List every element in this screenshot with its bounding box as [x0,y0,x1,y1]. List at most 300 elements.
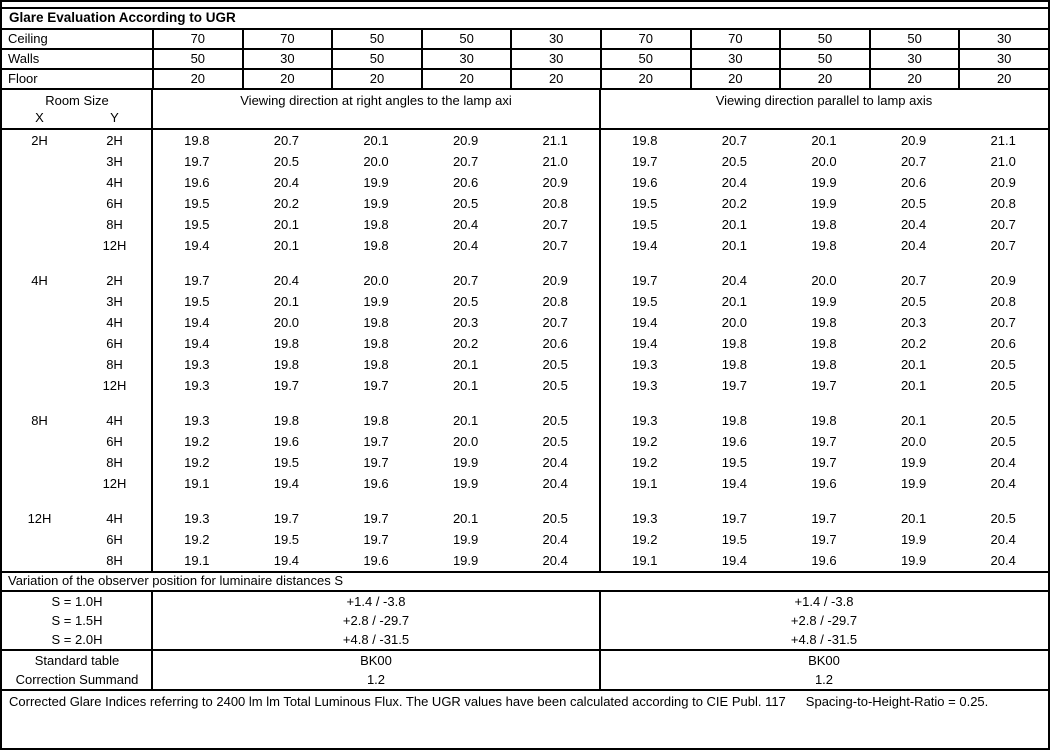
ugr-value: 19.9 [900,532,927,547]
ugr-row [2,193,1048,214]
ugr-row [2,172,1048,193]
ugr-value: 20.5 [900,294,927,309]
correction-summand-row-label: Correction Summand [15,672,139,687]
ugr-value: 20.5 [542,413,568,428]
ugr-value: 20.9 [452,133,479,148]
ugr-value: 20.7 [990,315,1016,330]
surface-value: 30 [510,50,600,70]
ugr-value: 20.9 [542,273,568,288]
ugr-value: 19.9 [811,294,837,309]
ugr-value: 19.7 [811,455,837,470]
correction-range: +4.8 / -31.5 [790,632,858,647]
ugr-value: 20.0 [811,154,837,169]
room-y-value: 4H [106,175,123,190]
ugr-value: 19.4 [184,336,210,351]
ugr-value: 20.6 [452,175,479,190]
ugr-value: 19.2 [184,455,210,470]
room-y-value: 12H [102,378,127,393]
ugr-value: 20.8 [990,196,1016,211]
ugr-value: 20.4 [990,476,1016,491]
ugr-value: 20.5 [542,511,568,526]
room-y-value: 3H [106,154,123,169]
ugr-value: 19.9 [900,553,927,568]
ugr-value: 20.4 [542,553,568,568]
ugr-value: 20.4 [542,476,568,491]
room-x-value [2,333,77,354]
ugr-value: 21.0 [542,154,568,169]
ugr-value: 20.4 [542,455,568,470]
ugr-value: 20.5 [721,154,748,169]
ugr-value: 20.6 [542,336,568,351]
ugr-table-header [2,90,1048,130]
correction-summand-row-value: 1.2 [814,672,834,687]
ugr-row [2,375,1048,396]
surface-value: 50 [152,50,242,70]
ugr-value: 20.9 [990,175,1016,190]
ugr-value: 20.0 [363,273,389,288]
room-y-value: 3H [106,294,123,309]
ugr-value: 20.4 [990,455,1016,470]
ugr-value: 19.3 [632,357,658,372]
ugr-value: 19.7 [632,273,658,288]
room-x-value: 4H [31,273,48,288]
ugr-value: 20.4 [542,532,568,547]
ugr-value: 20.6 [990,336,1016,351]
vertical-divider [599,90,601,571]
ugr-value: 19.9 [811,175,837,190]
ugr-row [2,312,1048,333]
surface-row [2,50,1048,70]
surface-label: Floor [2,70,152,90]
ugr-value: 19.8 [811,238,837,253]
ugr-value: 19.7 [811,378,837,393]
distance-label: S = 1.0H [51,594,103,609]
ugr-value: 19.5 [632,196,658,211]
ugr-value: 19.1 [632,553,658,568]
ugr-value: 19.5 [273,532,300,547]
ugr-value: 20.1 [811,133,837,148]
surface-value: 30 [958,30,1048,50]
ugr-value: 20.7 [542,217,568,232]
ugr-value: 19.5 [632,217,658,232]
ugr-value: 19.8 [811,315,837,330]
ugr-value: 20.1 [452,413,479,428]
ugr-row [2,130,1048,151]
ugr-value: 19.4 [721,553,748,568]
room-y-value: 8H [106,455,123,470]
ugr-value: 20.1 [900,357,927,372]
ugr-value: 20.7 [542,315,568,330]
surface-value: 50 [779,50,869,70]
room-x-value: 2H [31,133,48,148]
ugr-value: 20.1 [273,294,300,309]
ugr-value: 19.3 [632,378,658,393]
ugr-value: 19.6 [721,434,748,449]
ugr-value: 19.5 [184,196,210,211]
vertical-divider [151,592,153,689]
ugr-value: 19.7 [811,511,837,526]
ugr-value: 20.5 [273,154,300,169]
ugr-value: 20.9 [542,175,568,190]
ugr-value: 19.5 [184,217,210,232]
ugr-row [2,270,1048,291]
ugr-row [2,214,1048,235]
observer-distance-row [2,630,1048,649]
room-x-value [2,375,77,396]
ugr-value: 20.1 [900,413,927,428]
ugr-value: 19.2 [632,434,658,449]
distance-label: S = 1.5H [51,613,103,628]
ugr-value: 19.4 [721,476,748,491]
room-x-value [2,291,77,312]
ugr-value: 21.0 [990,154,1016,169]
ugr-value: 20.4 [273,175,300,190]
ugr-value: 19.8 [363,315,389,330]
surface-reflectance-table [2,30,1048,90]
surface-value: 50 [600,50,690,70]
room-y-value: 6H [106,532,123,547]
surface-value: 70 [690,30,780,50]
ugr-value: 20.7 [452,273,479,288]
ugr-row [2,473,1048,494]
vertical-divider [151,90,153,571]
ugr-value: 19.5 [721,455,748,470]
room-x-value [2,431,77,452]
ugr-value: 20.0 [273,315,300,330]
ugr-value: 19.6 [184,175,210,190]
ugr-value: 20.1 [363,133,389,148]
ugr-value: 19.6 [811,553,837,568]
correction-summand-row [2,670,1048,689]
ugr-value: 19.8 [363,357,389,372]
room-x-value [2,312,77,333]
viewing-direction-right-angles-heading: Viewing direction at right angles to the lamp axi [240,93,512,108]
surface-value: 70 [600,30,690,50]
room-x-value [2,354,77,375]
spacing-height-ratio: Spacing-to-Height-Ratio = 0.25. [805,694,989,709]
variation-heading: Variation of the observer position for luminaire distances S [2,571,1048,592]
correction-range: +4.8 / -31.5 [342,632,410,647]
ugr-value: 19.9 [363,196,389,211]
ugr-value: 19.6 [363,553,389,568]
standard-table-row-label: Standard table [34,653,120,668]
ugr-value: 20.1 [900,511,927,526]
ugr-value: 20.1 [273,238,300,253]
surface-value: 30 [869,50,959,70]
ugr-value: 19.7 [273,511,300,526]
surface-value: 20 [152,70,242,90]
ugr-value: 19.7 [184,154,210,169]
vertical-divider [599,592,601,689]
ugr-value: 20.0 [811,273,837,288]
ugr-value: 19.6 [363,476,389,491]
ugr-value: 20.4 [273,273,300,288]
ugr-value: 20.5 [990,413,1016,428]
ugr-value: 19.4 [184,315,210,330]
surface-row [2,30,1048,50]
ugr-row [2,508,1048,529]
correction-range: +2.8 / -29.7 [790,613,858,628]
ugr-value: 19.8 [811,357,837,372]
ugr-row [2,410,1048,431]
ugr-value: 19.7 [632,154,658,169]
ugr-value: 20.2 [452,336,479,351]
room-y-value: 12H [102,238,127,253]
ugr-value: 19.3 [632,413,658,428]
ugr-value: 19.9 [452,532,479,547]
surface-value: 30 [510,30,600,50]
ugr-value: 19.9 [363,294,389,309]
observer-variation-table [2,592,1048,689]
ugr-value: 19.4 [632,238,658,253]
ugr-value: 19.8 [721,357,748,372]
surface-value: 20 [331,70,421,90]
room-y-value: 8H [106,217,123,232]
surface-value: 50 [331,30,421,50]
room-size-header [2,90,152,128]
ugr-value: 19.8 [811,217,837,232]
ugr-value: 20.9 [900,133,927,148]
ugr-value: 21.1 [990,133,1016,148]
ugr-value: 19.2 [184,434,210,449]
ugr-value: 19.8 [273,357,300,372]
room-y-value: 2H [106,273,123,288]
ugr-value: 19.8 [721,413,748,428]
ugr-value: 19.9 [452,455,479,470]
ugr-value: 19.4 [273,553,300,568]
surface-value: 70 [242,30,332,50]
footer-note [2,689,1048,748]
ugr-row [2,529,1048,550]
room-y-value: 6H [106,434,123,449]
surface-value: 20 [600,70,690,90]
ugr-value: 19.5 [632,294,658,309]
ugr-value: 20.1 [452,511,479,526]
ugr-value: 19.7 [811,532,837,547]
ugr-value: 19.7 [363,532,389,547]
room-y-value: 8H [106,357,123,372]
ugr-value: 20.7 [990,238,1016,253]
ugr-value: 20.7 [273,133,300,148]
ugr-value: 20.1 [721,217,748,232]
ugr-value: 20.5 [452,294,479,309]
ugr-row [2,291,1048,312]
ugr-value: 19.7 [273,378,300,393]
standard-table-row-value: BK00 [808,653,840,668]
ugr-value: 19.7 [363,455,389,470]
ugr-value: 19.6 [273,434,300,449]
surface-label: Walls [2,50,152,70]
ugr-value: 20.4 [721,175,748,190]
ugr-value: 19.8 [363,413,389,428]
room-x-value [2,214,77,235]
ugr-value: 20.5 [990,378,1016,393]
ugr-value: 20.3 [900,315,927,330]
surface-value: 50 [421,30,511,50]
ugr-value: 20.0 [363,154,389,169]
ugr-value: 20.2 [721,196,748,211]
surface-value: 20 [510,70,600,90]
surface-value: 20 [690,70,780,90]
ugr-value: 20.1 [273,217,300,232]
ugr-value: 20.5 [542,378,568,393]
ugr-value: 20.5 [990,434,1016,449]
ugr-value: 20.8 [990,294,1016,309]
room-y-value: 4H [106,511,123,526]
ugr-value: 19.9 [363,175,389,190]
surface-value: 30 [242,50,332,70]
ugr-value: 20.7 [721,133,748,148]
room-y-value: 8H [106,553,123,568]
ugr-value: 19.7 [721,511,748,526]
surface-value: 20 [779,70,869,90]
standard-table-row [2,649,1048,670]
surface-value: 20 [869,70,959,90]
room-x-value: 8H [31,413,48,428]
ugr-row [2,354,1048,375]
viewing-direction-parallel-heading: Viewing direction parallel to lamp axis [715,93,933,108]
ugr-value: 19.4 [632,315,658,330]
room-y-value: 6H [106,336,123,351]
room-x-value: 12H [27,511,52,526]
room-size-label: Room Size [45,93,109,108]
ugr-value: 19.6 [811,476,837,491]
ugr-value: 20.4 [990,553,1016,568]
room-y-value: 6H [106,196,123,211]
ugr-row [2,333,1048,354]
ugr-value: 20.5 [990,511,1016,526]
correction-range: +2.8 / -29.7 [342,613,410,628]
ugr-value: 19.8 [811,336,837,351]
xy-labels [2,110,152,125]
ugr-value: 20.7 [900,273,927,288]
ugr-value: 20.1 [721,294,748,309]
surface-value: 30 [421,50,511,70]
room-x-value [2,151,77,172]
ugr-value: 20.7 [900,154,927,169]
ugr-value: 19.6 [632,175,658,190]
ugr-value: 20.1 [721,238,748,253]
ugr-value: 20.4 [990,532,1016,547]
surface-value: 20 [421,70,511,90]
ugr-value: 20.1 [452,378,479,393]
ugr-value: 19.8 [363,217,389,232]
ugr-value: 19.7 [363,378,389,393]
ugr-value: 20.2 [900,336,927,351]
ugr-value: 19.7 [363,434,389,449]
ugr-value: 20.5 [452,196,479,211]
ugr-row [2,452,1048,473]
room-x-value [2,550,77,571]
observer-distance-row [2,592,1048,611]
ugr-row [2,550,1048,571]
ugr-row [2,151,1048,172]
ugr-value: 20.4 [452,217,479,232]
ugr-value: 20.1 [452,357,479,372]
page-title: Glare Evaluation According to UGR [2,7,1048,30]
ugr-value: 20.7 [990,217,1016,232]
ugr-row [2,431,1048,452]
room-x-value [2,473,77,494]
ugr-value: 19.8 [721,336,748,351]
ugr-value: 19.3 [184,511,210,526]
ugr-value: 19.1 [184,476,210,491]
ugr-value: 20.0 [452,434,479,449]
ugr-value: 21.1 [542,133,568,148]
ugr-value: 20.9 [990,273,1016,288]
ugr-value: 19.4 [632,336,658,351]
room-x-value [2,193,77,214]
surface-row [2,70,1048,90]
distance-label: S = 2.0H [51,632,103,647]
x-label: X [35,110,44,125]
surface-value: 50 [779,30,869,50]
ugr-value: 19.7 [721,378,748,393]
ugr-value: 20.5 [542,434,568,449]
ugr-value: 20.3 [452,315,479,330]
ugr-value: 20.4 [900,217,927,232]
surface-value: 20 [958,70,1048,90]
ugr-value: 19.9 [811,196,837,211]
ugr-value: 19.9 [900,476,927,491]
ugr-value: 20.4 [452,238,479,253]
ugr-value: 19.8 [273,413,300,428]
ugr-value: 19.7 [184,273,210,288]
room-x-value [2,172,77,193]
surface-value: 30 [690,50,780,70]
observer-distance-row [2,611,1048,630]
ugr-value: 19.1 [632,476,658,491]
surface-value: 70 [152,30,242,50]
ugr-value: 19.1 [184,553,210,568]
surface-value: 50 [869,30,959,50]
footer-text: Corrected Glare Indices referring to 2400 lm lm Total Luminous Flux. The UGR values have been calculated according to CIE Publ. 117 [9,694,786,709]
ugr-value: 20.4 [900,238,927,253]
ugr-value: 19.4 [184,238,210,253]
ugr-value: 20.6 [900,175,927,190]
ugr-value: 20.7 [542,238,568,253]
ugr-value: 20.4 [721,273,748,288]
ugr-value: 19.5 [721,532,748,547]
room-x-value [2,529,77,550]
ugr-value: 19.8 [184,133,210,148]
ugr-value: 19.7 [363,511,389,526]
ugr-value-rows [2,130,1048,571]
ugr-row [2,235,1048,256]
correction-range: +1.4 / -3.8 [346,594,406,609]
ugr-value: 19.8 [632,133,658,148]
y-label: Y [110,110,119,125]
ugr-value: 20.5 [900,196,927,211]
correction-range: +1.4 / -3.8 [794,594,854,609]
ugr-value: 20.1 [900,378,927,393]
room-x-value [2,452,77,473]
ugr-value: 20.8 [542,196,568,211]
ugr-value: 19.3 [184,413,210,428]
ugr-value: 20.0 [721,315,748,330]
standard-table-row-value: BK00 [360,653,392,668]
room-y-value: 12H [102,476,127,491]
room-y-value: 4H [106,413,123,428]
ugr-value: 20.5 [990,357,1016,372]
ugr-value: 19.2 [632,532,658,547]
surface-label: Ceiling [2,30,152,50]
correction-summand-row-value: 1.2 [366,672,386,687]
ugr-value: 19.8 [363,238,389,253]
ugr-value: 19.4 [273,476,300,491]
ugr-value: 19.3 [184,378,210,393]
ugr-value: 19.5 [184,294,210,309]
